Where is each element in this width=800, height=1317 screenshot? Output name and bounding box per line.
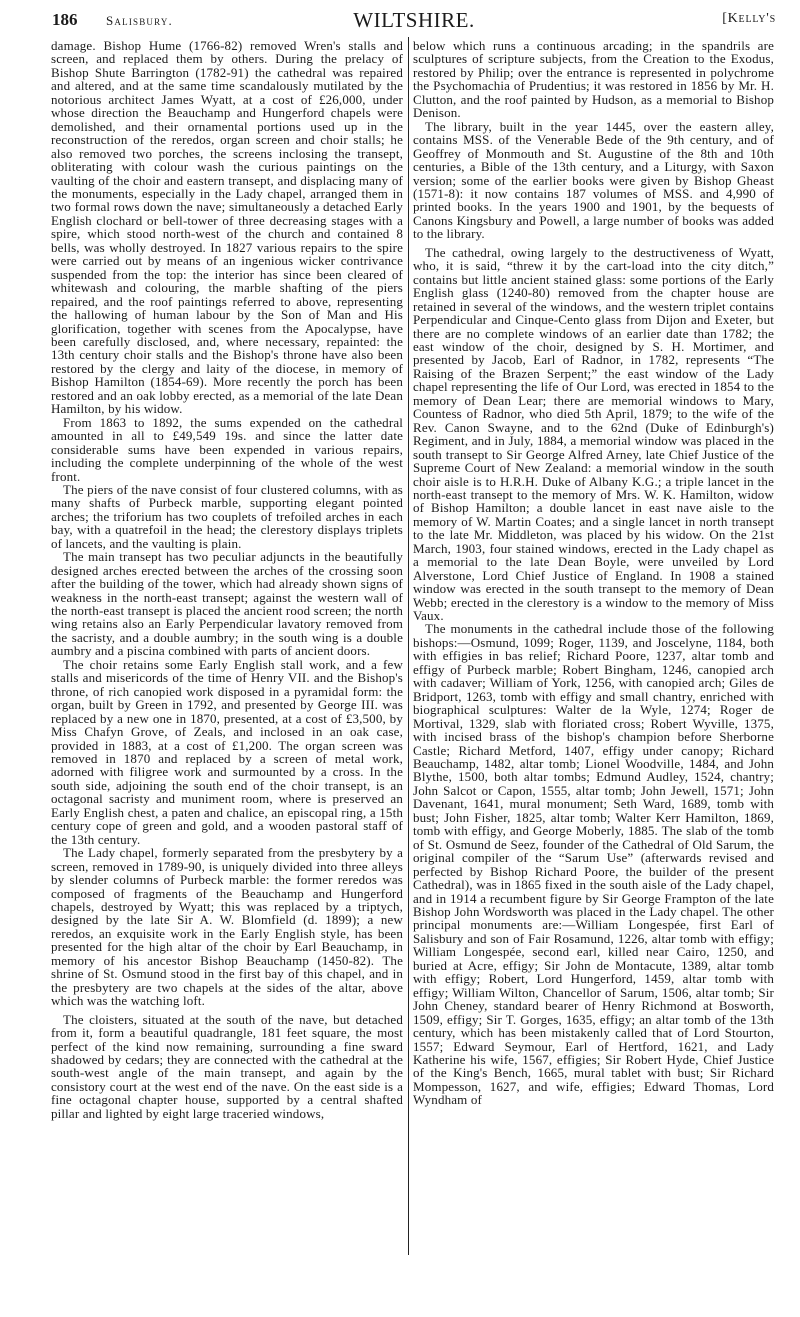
paragraph: The monuments in the cathedral include those of the following bishops:—Osmund, 1099; Roger, 1139, and Joscelyne, 1184, both with effigies in bas relief; Richard Poore, 1237, altar tomb and effigy of Purbeck marble; Robert Bingham, 1246, canopied arch with cadaver; William of York, 1256, with canopied arch; Giles de Bridport, 1263, tomb with effigy and small chantry, enriched with biographical sculptures: Walter de la Wyle, 1274; Roger de Mortival, 1329, slab with floriated cross; Robert Wyville, 1375, with incised brass of the bishop's champion before Sherborne Castle; Richard Metford, 1407, effigy under canopy; Richard Beauchamp, 1482, altar tomb; Lionel Woodville, 1484, and John Blythe, 1500, both altar tombs; Edmund Audley, 1524, chantry; John Salcot or Capon, 1555, altar tomb; John Jewell, 1571; John Davenant, 1641, mural monument; Seth Ward, 1689, tomb with bust; John Fisher, 1825, altar tomb; Walter Kerr Hamilton, 1869, tomb with effigy, and George Moberly, 1885. The slab of the tomb of St. Osmund de Seez, founder of the Cathedral of Old Sarum, the original compiler of the “Sarum Use” (afterwards revised and perfected by Bishop Richard Poore, the builder of the present Cathedral), was in 1865 fixed in the south aisle of the Lady chapel, and in 1914 a recumbent figure by Sir George Frampton of the late Bishop John Wordsworth was placed in the Lady chapel. The other principal monuments are:—William Longespée, first Earl of Salisbury and son of Fair Rosamund, 1226, altar tomb with effigy; William Longespée, second earl, killed near Cairo, 1250, and buried at Acre, effigy; Sir John de Montacute, 1389, altar tomb with effigy; Robert, Lord Hungerford, 1459, altar tomb with effigy; William Wilton, Chancellor of Sarum, 1506, altar tomb; Sir John Cheney, standard bearer of Henry Richmond at Bosworth, 1509, effigy; Sir T. Gorges, 1635, effigy; an altar tomb of the 13th century, which has been mistakenly called that of Lord Stourton, 1557; Edward Seymour, Earl of Hertford, 1621, and Lady Katherine his wife, 1567, effigies; Sir Robert Hyde, Chief Justice of the King's Bench, 1665, mural tablet with bust; Sir Richard Mompesson, 1627, and wife, effigies; Edward Thomas, Lord Wyndham of [413,621,774,1108]
county-title: WILTSHIRE. [353,8,475,32]
paragraph: damage. Bishop Hume (1766-82) removed Wren's stalls and screen, and replaced them by others. During the prelacy of Bishop Shute Barrington (1782-91) the cathedral was repaired and altered, and at the same time scandalously mutilated by the notorious architect James Wyatt, at a cost of £26,000, under whose direction the Beauchamp and Hungerford chapels were demolished, and their ornamental portions used up in the reconstruction of the reredos, organ screen and choir stalls; he also removed two porches, the screens inclosing the transept, obliterating with colour wash the curious paintings on the vaulting of the choir and eastern transept, and displacing many of the monuments, especially in the Lady chapel, arranged them in two formal rows down the nave; simultaneously a detached Early English clochard or bell-tower of three decreasing stages with a spire, which stood north-west of the church and contained 8 bells, was wholly destroyed. In 1827 various repairs to the spire were carried out by means of an ingenious wicker contrivance suspended from the top: the interior has since been cleared of whitewash and colouring, the marble shafting of the piers repaired, and the roof paintings referred to above, representing the hallowing of human labour by the Son of Man and His glorification, together with scenes from the Apocalypse, have been carefully disclosed, and, where necessary, repainted: the 13th century choir stalls and the Bishop's throne have also been restored by the clergy and laity of the diocese, in memory of Bishop Hamilton (1854-69). More recently the porch has been restored and an oak lobby erected, as a memorial of the late Dean Hamilton, by his widow. [51,38,403,417]
page-header [52,8,776,32]
right-column [413,39,774,1107]
paragraph: The piers of the nave consist of four clustered columns, with as many shafts of Purbeck marble, supporting elegant pointed arches; the triforium has two couplets of trefoiled arches in each bay, with a quatrefoil in the head; the clerestory displays triplets of lancets, and the vaulting is plain. [51,481,403,551]
running-title: Salisbury. [106,13,173,28]
left-column [51,39,403,1120]
page-number: 186 [52,10,78,29]
column-divider [408,37,409,1255]
paragraph: From 1863 to 1892, the sums expended on the cathedral amounted in all to £49,549 19s. and since the latter date considerable sums have been expended in various repairs, including the complete underpinning of the whole of the west front. [51,414,403,484]
paragraph: The Lady chapel, formerly separated from the presbytery by a screen, removed in 1789-90, is uniquely divided into three alleys by slender columns of Purbeck marble: the former reredos was composed of fragments of the Beauchamp and Hungerford chapels, destroyed by Wyatt; this was replaced by a triptych, designed by the late Sir A. W. Blomfield (d. 1899); a new reredos, an exquisite work in the Early English style, has been presented for the high altar of the choir by Earl Beauchamp, in memory of his ancestor Bishop Beauchamp (1450-82). The shrine of St. Osmund stood in the first bay of this chapel, and in the presbytery are two chapels at the sides of the altar, above which was the watching loft. [51,845,403,1009]
paragraph: The main transept has two peculiar adjuncts in the beautifully designed arches erected between the arches of the crossing soon after the building of the tower, which had already shown signs of weakness in the north-east transept; against the western wall of the north-east transept is placed the ancient rood screen; the north wing retains also an Early Perpendicular lavatory removed from the sacristy, and a double aumbry; in the south wing is a double aumbry and a piscina combined with parts of ancient doors. [51,549,403,659]
paragraph: The choir retains some Early English stall work, and a few stalls and misericords of the time of Henry VII. and the Bishop's throne, of rich canopied work disposed in a pyramidal form: the organ, built by Green in 1792, and presented by George III. was replaced by a new one in 1870, presented, at a cost of £3,500, by Miss Chafyn Grove, of Zeals, and inclosed in an oak case, provided in 1883, at a cost of £1,200. The organ screen was removed in 1870 and replaced by a screen of metal work, adorned with filigree work and surmounted by a cross. In the south side, adjoining the south end of the choir transept, is an octagonal sacristy and muniment room, where is preserved an Early English chest, a paten and chalice, an episcopal ring, a 15th century cope of green and gold, and a wooden pastoral staff of the 13th century. [51,656,403,847]
paragraph: The cathedral, owing largely to the destructiveness of Wyatt, who, it is said, “threw it by the cart-load into the city ditch,” contains but little ancient stained glass: some portions of the Early English glass (1240-80) removed from the chapter house are retained in several of the windows, and the western triplet contains Perpendicular and Cinque-Cento glass from Dijon and Exeter, but there are no complete windows of an earlier date than 1782; the east window of the choir, designed by S. H. Mortimer, and presented by Jacob, Earl of Radnor, in 1782, represents “The Raising of the Brazen Serpent;” the east window of the Lady chapel representing the life of Our Lord, was erected in 1854 to the memory of Dean Lear; there are memorial windows to Mary, Countess of Radnor, who died 5th April, 1879; to the wife of the Rev. Canon Swayne, and to the 62nd (Duke of Edinburgh's) Regiment, and in July, 1884, a memorial window was placed in the south transept to Sir George Alfred Arney, late Chief Justice of the Supreme Court of New Zealand: a memorial window in the south choir aisle is to H.R.H. Duke of Albany K.G.; a triple lancet in the north-east transept to the memory of Mrs. W. K. Hamilton, widow of Bishop Hamilton; a double lancet in east nave aisle to the memory of W. Martin Coates; and a single lancet in north transept to the late Mr. Middleton, was placed by his widow. On the 21st March, 1903, four stained windows, erected in the Lady chapel as a memorial to the late Dean Boyle, were unveiled by Lord Alverstone, Lord Chief Justice of England. In 1908 a stained window was erected in the south transept to the memory of Dean Webb; erected in the clerestory is a window to the memory of Miss Vaux. [413,244,774,624]
publisher-mark: [Kelly's [722,11,776,26]
paragraph: below which runs a continuous arcading; in the spandrils are sculptures of scripture subjects, from the Creation to the Exodus, restored by Philip; over the entrance is represented in polychrome the Psychomachia of Prudentius; it was restored in 1856 by Mr. H. Clutton, and the roof painted by Hudson, as a memorial to Bishop Denison. [413,38,774,121]
paragraph: The cloisters, situated at the south of the nave, but detached from it, form a beautiful quadrangle, 181 feet square, the most perfect of the kind now remaining, surrounding a fine sward shadowed by cedars; they are connected with the cathedral at the south-west angle of the main transept, and again by the consistory court at the west end of the nave. On the east side is a fine octagonal chapter house, supported by a central shafted pillar and lighted by eight large traceried windows, [51,1011,403,1121]
paragraph: The library, built in the year 1445, over the eastern alley, contains MSS. of the Venerable Bede of the 9th century, and of Geoffrey of Monmouth and St. Augustine of the 8th and 10th centuries, a Bible of the 13th century, and a Liturgy, with Saxon version; some of the earlier books were given by Bishop Gheast (1571-8): it now contains 187 volumes of MSS. and 4,990 of printed books. In the years 1900 and 1901, by the bequests of Canons Kingsbury and Powell, a large number of books was added to the library. [413,118,774,242]
